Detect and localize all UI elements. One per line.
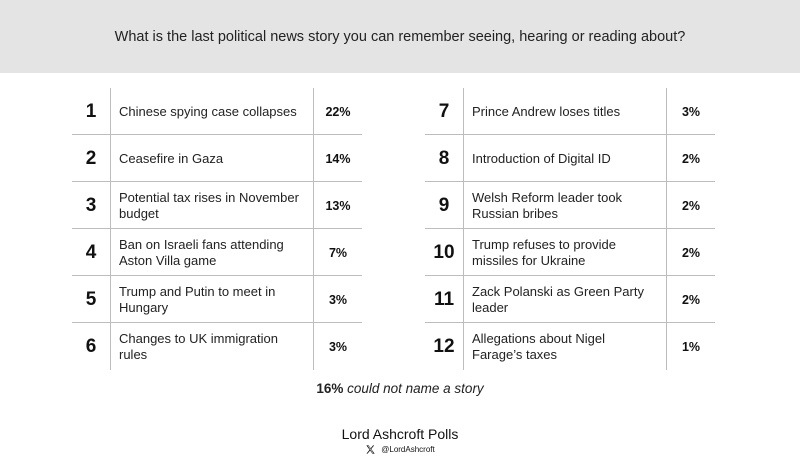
percent-value: 2% — [681, 198, 701, 213]
percent-value: 3% — [681, 104, 701, 119]
table-row — [425, 229, 715, 276]
table-row — [72, 182, 362, 229]
story-label: Introduction of Digital ID — [472, 150, 611, 166]
rank-number: 10 — [433, 241, 455, 263]
story-label: Changes to UK immigration rules — [119, 330, 278, 362]
percent-value: 3% — [328, 292, 348, 307]
table-row — [425, 135, 715, 182]
table-row — [425, 276, 715, 323]
story-label: Welsh Reform leader took Russian bribes — [472, 189, 623, 221]
rank-number: 8 — [438, 147, 450, 169]
rank-number: 1 — [85, 100, 97, 122]
percent-value: 3% — [328, 339, 348, 354]
x-logo-icon — [365, 444, 376, 455]
percent-value: 2% — [681, 292, 701, 307]
rank-number: 2 — [85, 147, 97, 169]
rank-number: 5 — [85, 288, 97, 310]
rank-number: 4 — [85, 241, 97, 263]
story-label: Ceasefire in Gaza — [119, 150, 224, 166]
story-label: Trump refuses to provide missiles for Ukraine — [472, 236, 617, 268]
table-row — [72, 229, 362, 276]
rank-number: 11 — [433, 288, 455, 310]
brand-name: Lord Ashcroft Polls — [341, 426, 459, 442]
handle-text: @LordAshcroft — [381, 445, 435, 454]
table-row — [72, 135, 362, 182]
percent-value: 2% — [681, 151, 701, 166]
header-banner — [0, 0, 800, 73]
table-row — [72, 88, 362, 135]
table-row — [425, 323, 715, 370]
rank-number: 9 — [438, 194, 450, 216]
footnote-text: could not name a story — [347, 381, 484, 396]
rank-number: 12 — [433, 335, 455, 357]
survey-question: What is the last political news story you can remember seeing, hearing or reading about? — [114, 28, 686, 45]
footnote — [0, 381, 800, 396]
story-label: Potential tax rises in November budget — [119, 189, 299, 221]
rank-number: 7 — [438, 100, 450, 122]
footnote-value: 16% — [316, 381, 344, 396]
table-row — [72, 323, 362, 370]
story-label: Prince Andrew loses titles — [472, 103, 621, 119]
social-handle-row — [0, 444, 800, 455]
table-row — [72, 276, 362, 323]
percent-value: 1% — [681, 339, 701, 354]
percent-value: 2% — [681, 245, 701, 260]
percent-value: 14% — [325, 151, 351, 166]
story-label: Trump and Putin to meet in Hungary — [119, 283, 276, 315]
percent-value: 22% — [325, 104, 351, 119]
story-label: Chinese spying case collapses — [119, 103, 297, 119]
percent-value: 13% — [325, 198, 351, 213]
rank-number: 6 — [85, 335, 97, 357]
table-row — [425, 182, 715, 229]
percent-value: 7% — [328, 245, 348, 260]
story-label: Allegations about Nigel Farage’s taxes — [472, 330, 605, 362]
results-column-left — [72, 88, 362, 370]
story-label: Ban on Israeli fans attending Aston Villa game — [119, 236, 284, 268]
story-label: Zack Polanski as Green Party leader — [472, 283, 644, 315]
rank-number: 3 — [85, 194, 97, 216]
table-row — [425, 88, 715, 135]
results-column-right — [425, 88, 715, 370]
